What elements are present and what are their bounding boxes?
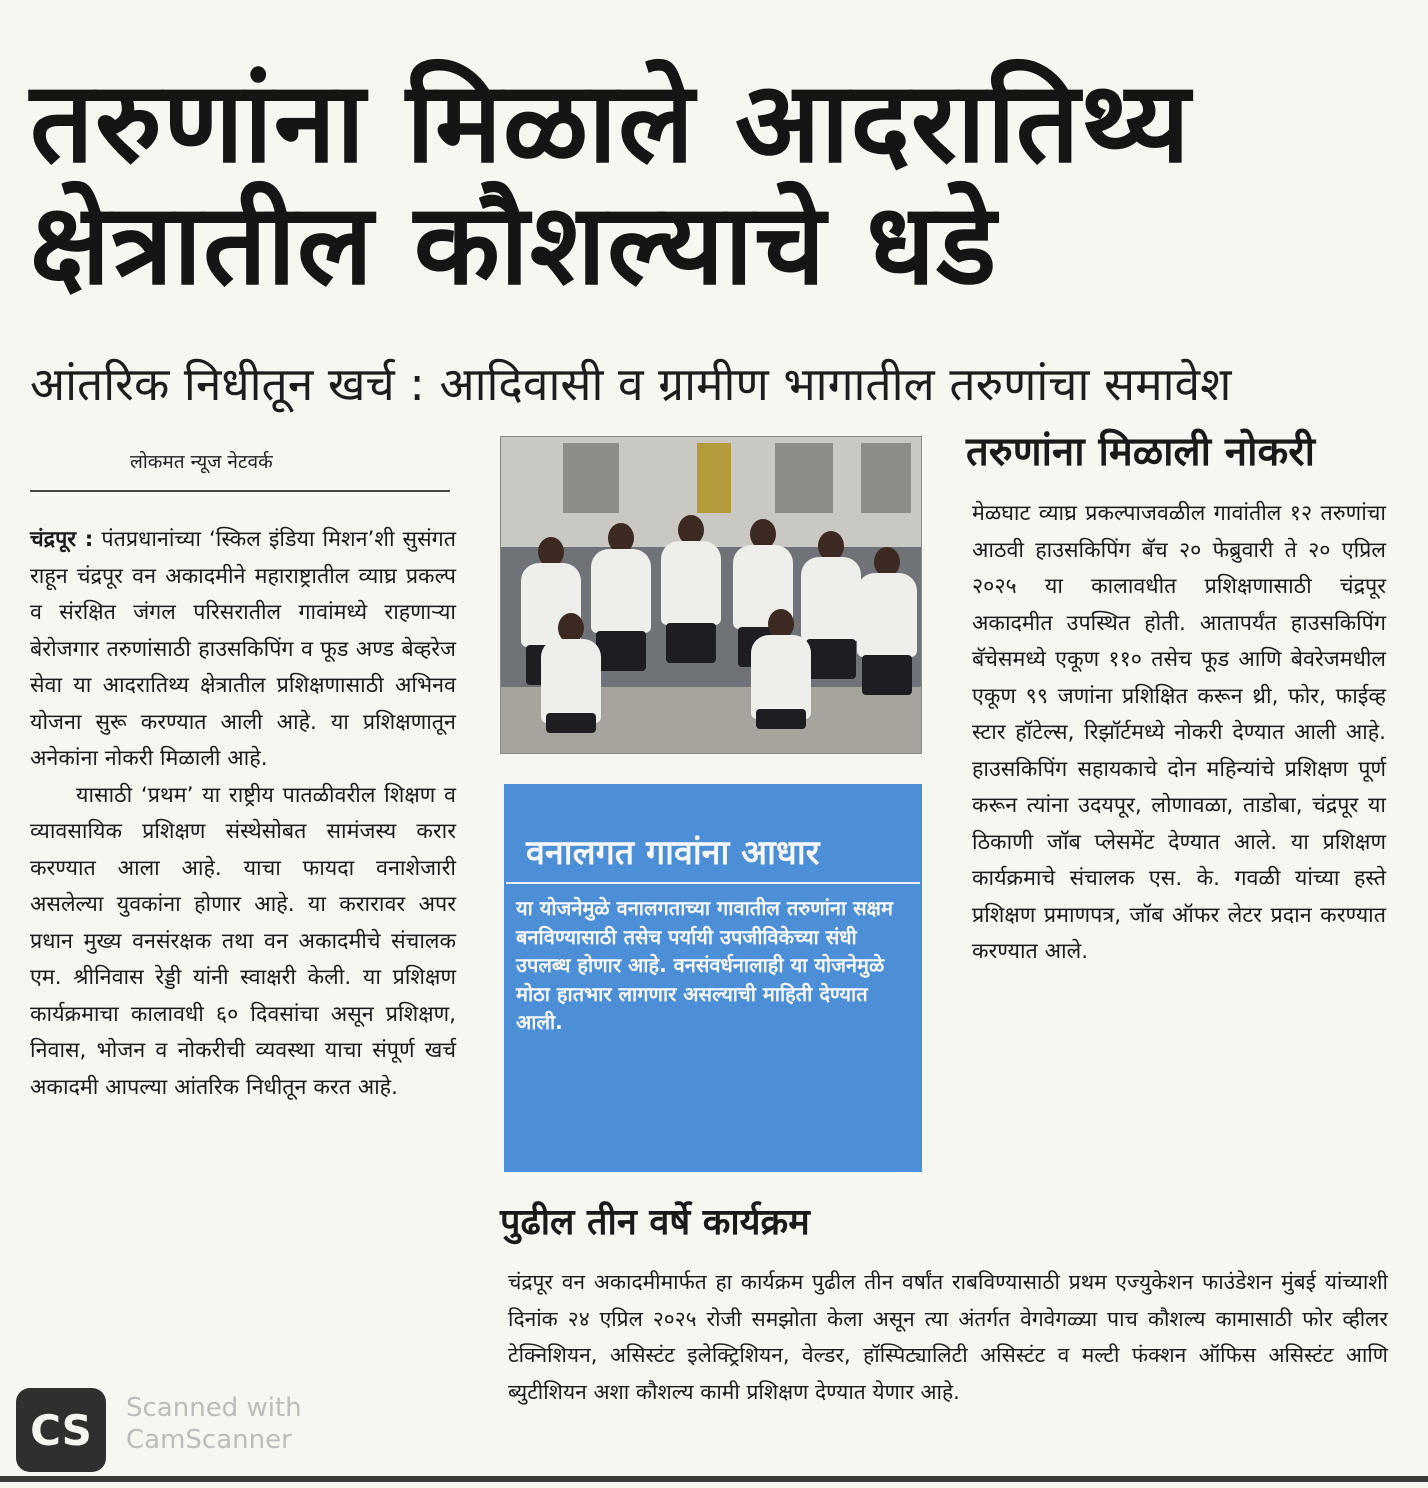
info-box-text — [516, 894, 908, 1037]
right-para: मेळघाट व्याघ्र प्रकल्पाजवळील गावांतील १२ तरुणांचा आठवी हाउसकिपिंग बॅच २० फेब्रुवारी ते २० एप्रिल २०२५ या कालावधीत प्रशिक्षणासाठी चंद्रपूर अकादमीत उपस्थित होती. आतापर्यंत हाउसकिपिंग बॅचेसमध्ये एकूण ११० तसेच फूड आणि बेवरेजमधील एकूण ९९ जणांना प्रशिक्षित करून थ्री, फोर, फाईव्ह स्टार हॉटेल्स, रिझॉर्टमध्ये नोकरी देण्यात आली आहे. हाउसकिपिंग सहायकाचे दोन महिन्यांचे प्रशिक्षण पूर्ण करून त्यांना उदयपूर, लोणावळा, ताडोबा, चंद्रपूर या ठिकाणी जॉब प्लेसमेंट देण्यात आले. या प्रशिक्षण कार्यक्रमाचे संचालक एस. के. गवळी यांच्या हस्ते प्रशिक्षण प्रमाणपत्र, जॉब ऑफर लेटर प्रदान करण्यात करण्यात आले. — [972, 501, 1386, 964]
info-box-rule — [506, 882, 920, 884]
headline-line-2: क्षेत्रातील कौशल्याचे धडे — [30, 180, 998, 310]
bottom-margin — [0, 1482, 1428, 1488]
bottom-text — [508, 1264, 1388, 1410]
byline: लोकमत न्यूज नेटवर्क — [130, 451, 273, 473]
left-para-2: यासाठी ‘प्रथम’ या राष्ट्रीय पातळीवरील शिक्षण व व्यावसायिक प्रशिक्षण संस्थेसोबत सामंजस्य करार करण्यात आला आहे. याचा फायदा वनाशेजारी असलेल्या युवकांना होणार आहे. या करारावर अपर प्रधान मुख्य वनसंरक्षक तथा वन अकादमीचे संचालक एम. श्रीनिवास रेड्डी यांनी स्वाक्षरी केली. या प्रशिक्षण कार्यक्रमाचा कालावधी ६० दिवसांचा असून प्रशिक्षण, निवास, भोजन व नोकरीची व्यवस्था याचा संपूर्ण खर्च अकादमी आपल्या आंतरिक निधीतून करत आहे. — [30, 782, 456, 1100]
dateline: चंद्रपूर : — [30, 527, 94, 552]
photo-board — [861, 443, 911, 513]
watermark-line-2: CamScanner — [126, 1425, 292, 1455]
photo-board — [697, 443, 731, 513]
scanner-watermark — [126, 1392, 302, 1456]
right-heading: तरुणांना मिळाली नोकरी — [966, 429, 1315, 475]
left-column — [30, 522, 456, 1106]
byline-rule — [30, 490, 450, 492]
info-box-title: वनालगत गावांना आधार — [526, 833, 820, 873]
training-photo — [500, 436, 922, 754]
photo-board — [775, 443, 833, 513]
info-box-para: या योजनेमुळे वनालगताच्या गावातील तरुणांना सक्षम बनविण्यासाठी तसेच पर्यायी उपजीविकेच्या संधी उपलब्ध होणार आहे. वनसंवर्धनालाही या योजनेमुळे मोठा हातभार लागणार असल्याची माहिती देण्यात आली. — [516, 896, 893, 1034]
headline-line-1: तरुणांना मिळाले आदरातिथ्य — [30, 58, 1191, 188]
bottom-heading: पुढील तीन वर्षे कार्यक्रम — [500, 1202, 810, 1243]
camscanner-logo-icon: CS — [16, 1388, 106, 1472]
bottom-para: चंद्रपूर वन अकादमीमार्फत हा कार्यक्रम पुढील तीन वर्षांत राबविण्यासाठी प्रथम एज्युकेशन फाउंडेशन मुंबई यांच्याशी दिनांक २४ एप्रिल २०२५ रोजी समझोता केला असून त्या अंतर्गत वेगवेगळ्या पाच कौशल्य कामासाठी फोर व्हीलर टेक्निशियन, असिस्टंट इलेक्ट्रिशियन, वेल्डर, हॉस्पिट्यालिटी असिस्टंट व मल्टी फंक्शन ऑफिस असिस्टंट आणि ब्युटीशियन अशा कौशल्य कामी प्रशिक्षण देण्यात येणार आहे. — [508, 1270, 1388, 1404]
watermark-line-1: Scanned with — [126, 1393, 302, 1423]
subheadline: आंतरिक निधीतून खर्च : आदिवासी व ग्रामीण भागातील तरुणांचा समावेश — [30, 357, 1232, 411]
left-para-1-text: पंतप्रधानांच्या ‘स्किल इंडिया मिशन’शी सुसंगत राहून चंद्रपूर वन अकादमीने महाराष्ट्रातील व्याघ्र प्रकल्प व संरक्षित जंगल परिसरातील गावांमध्ये राहणाऱ्या बेरोजगार तरुणांसाठी हाउसकिपिंग व फूड अण्ड बेव्हरेज सेवा या आदरातिथ्य क्षेत्रातील प्रशिक्षणासाठी अभिनव योजना सुरू करण्यात आली आहे. या प्रशिक्षणातून अनेकांना नोकरी मिळाली आहे. — [30, 527, 456, 771]
photo-board — [563, 443, 619, 513]
left-para-1 — [30, 522, 456, 778]
right-column — [972, 496, 1386, 971]
